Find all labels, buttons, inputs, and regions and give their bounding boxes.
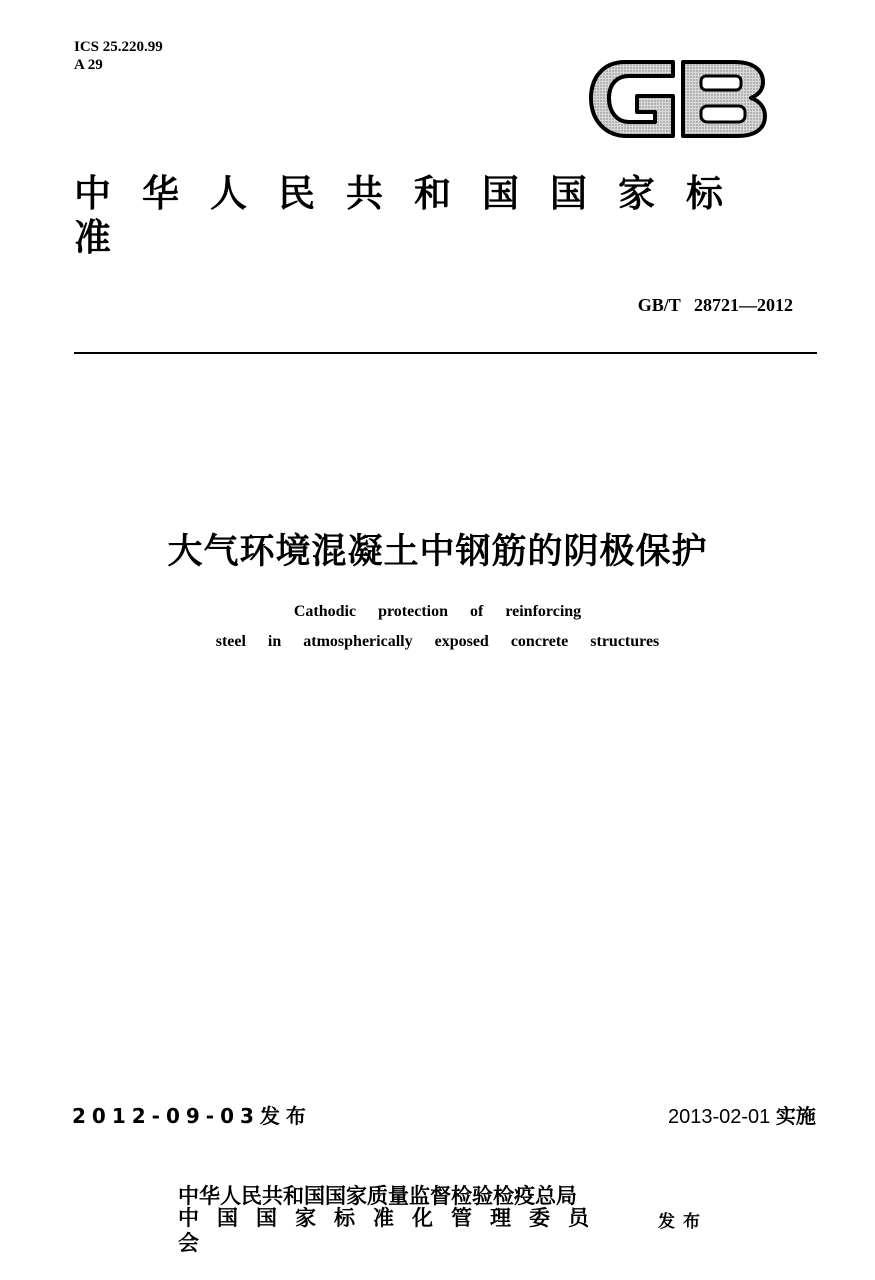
ics-code: ICS 25.220.99: [74, 39, 163, 55]
chinese-title: 大气环境混凝土中钢筋的阴极保护: [167, 532, 708, 572]
english-title-line-1: Cathodic protection of reinforcing: [293, 603, 582, 620]
implementation-date-value: 2013-02-01: [668, 1106, 771, 1128]
standard-number: GB/T 28721—2012: [637, 295, 793, 315]
publisher-aqsiq: 中华人民共和国国家质量监督检验检疫总局: [178, 1184, 577, 1208]
ccs-code: A 29: [74, 57, 103, 73]
publisher-sac: 中国国家标准化管理委员会: [178, 1206, 607, 1255]
publish-label: 发布: [658, 1212, 708, 1232]
implementation-label: 实施: [775, 1104, 816, 1128]
national-standard-heading: 中华人民共和国国家标准: [74, 172, 754, 259]
classification-codes: [74, 38, 163, 74]
gb-logo-graphic: [585, 52, 770, 144]
issue-date: 2012-09-03发布: [72, 1104, 312, 1128]
gb-logo: [585, 52, 770, 144]
english-title-line-2: steel in atmospherically exposed concrete structures: [215, 633, 660, 650]
implementation-date: [668, 1104, 818, 1130]
header-divider: [74, 352, 817, 354]
